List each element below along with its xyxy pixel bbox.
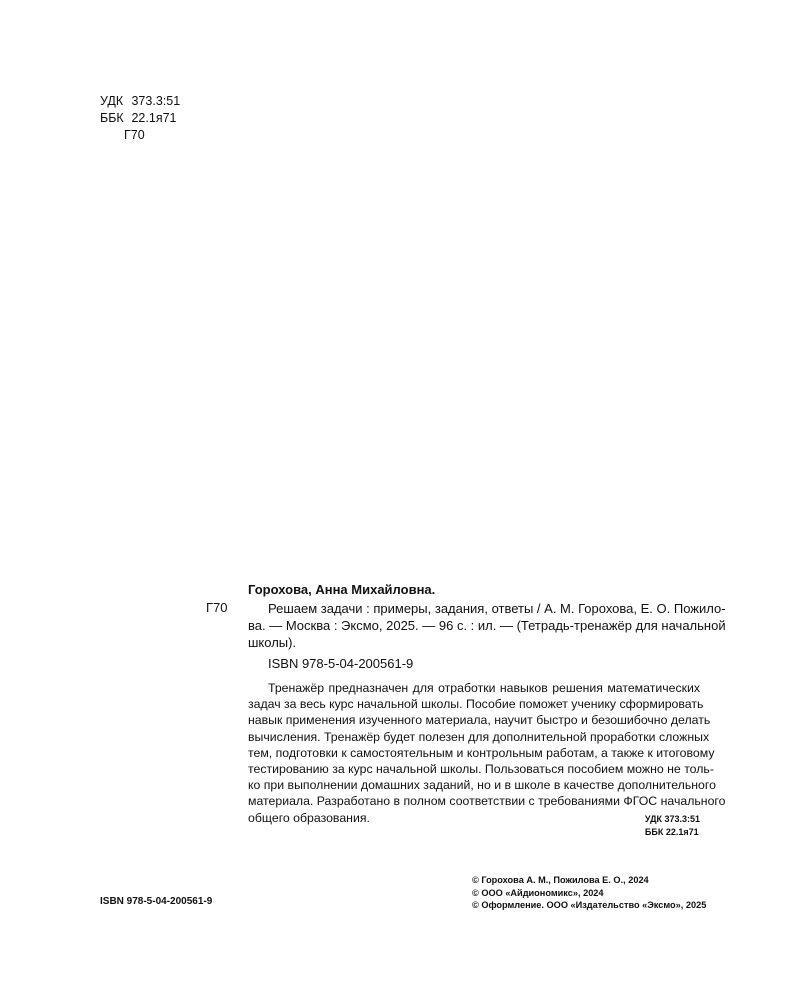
udk-value: 373.3:51 [131,94,181,108]
bbk-bottom: ББК 22.1я71 [644,827,699,837]
isbn-footer: ISBN 978-5-04-200561-9 [100,896,213,907]
classification-block-bottom [645,813,700,839]
copyright-line: © ООО «Айдиономикс», 2024 [472,887,604,898]
annotation-line: ко при выполнении домашних заданий, но и в школе в качестве дополнительного [248,778,716,793]
annotation-line: тем, подготовки к самостоятельным и контрольным работам, а также к итоговому [248,745,715,760]
biblio-line: Решаем задачи : примеры, задания, ответы / А. М. Горохова, Е. О. Пожило- [268,601,726,616]
classification-block-top [100,93,180,144]
copyright-line: © Горохова А. М., Пожилова Е. О., 2024 [472,875,649,885]
udk-label: УДК [100,94,124,108]
author-heading: Горохова, Анна Михайловна. [248,582,436,597]
bbk-label: ББК [100,111,124,125]
annotation-line: Тренажёр предназначен для отработки навыков решения математических [268,681,700,695]
bbk-value: 22.1я71 [131,111,177,125]
annotation-line: общего образования. [248,810,370,825]
copyright-line: © Оформление. ООО «Издательство «Эксмо», 2025 [472,900,707,910]
author-mark: Г70 [206,600,228,615]
annotation-line: навык применения изученного материала, научит быстро и безошибочно делать [248,713,711,728]
biblio-line: ва. — Москва : Эксмо, 2025. — 96 с. : ил. — (Тетрадь-тренажёр для начальной [248,618,726,633]
annotation-line: тестированию за курс начальной школы. Пользоваться пособием можно не толь- [248,762,714,777]
bibliographic-description [248,600,726,651]
biblio-line: школы). [248,635,297,650]
annotation [248,680,726,826]
annotation-line: вычисления. Тренажёр будет полезен для дополнительной проработки сложных [248,729,710,744]
bbk-row [100,110,180,127]
udk-bottom: УДК 373.3:51 [644,814,700,824]
annotation-line: материала. Разработано в полном соответствии с требованиями ФГОС начального [248,794,726,809]
isbn-record: ISBN 978-5-04-200561-9 [268,656,414,671]
udk-row [100,93,180,110]
copyright-block [472,874,706,912]
annotation-line: задач за весь курс начальной школы. Пособие поможет ученику сформировать [248,697,704,712]
author-mark-top: Г70 [124,128,145,142]
